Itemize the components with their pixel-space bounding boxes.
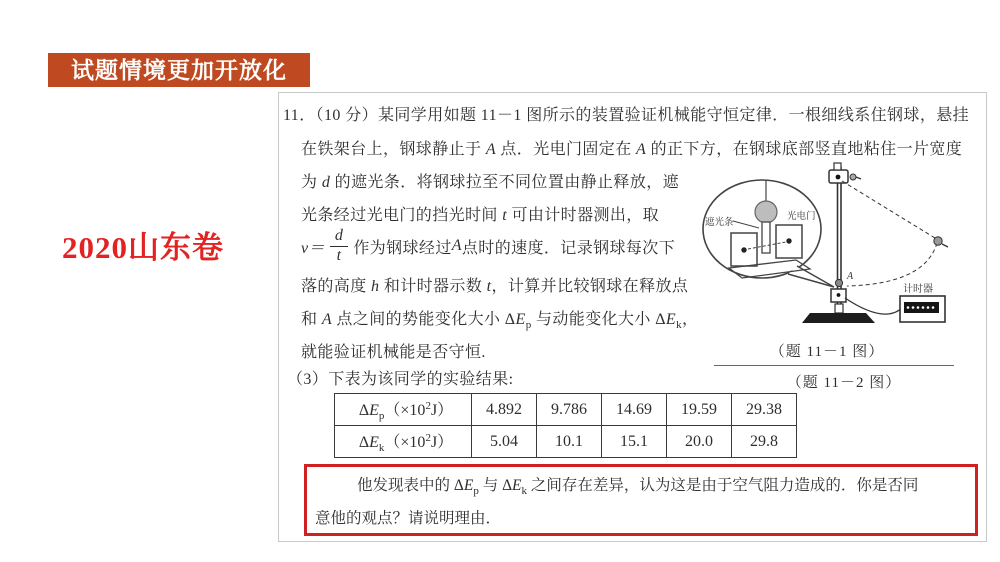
section-title-banner: 试题情境更加开放化 bbox=[48, 53, 310, 87]
unit-exponent: 2 bbox=[425, 400, 431, 412]
variable-E: E bbox=[369, 434, 379, 451]
gate-label: 光电门 bbox=[787, 212, 816, 222]
problem-text: 点．光电门固定在 bbox=[496, 141, 637, 158]
unit-text: （×10 bbox=[384, 402, 426, 419]
table-cell: 5.04 bbox=[472, 426, 537, 458]
problem-text: ， bbox=[681, 311, 699, 328]
table-row bbox=[335, 394, 797, 426]
unit-exponent: 2 bbox=[425, 432, 431, 444]
steel-ball-pulled bbox=[934, 237, 942, 245]
problem-text: 和 bbox=[301, 311, 322, 328]
highlight-box bbox=[304, 464, 978, 536]
problem-text: 为 bbox=[301, 174, 322, 191]
problem-text: 在铁架台上，钢球静止于 bbox=[301, 141, 486, 158]
variable-t: t bbox=[502, 207, 508, 224]
problem-text: 作为钢球经过 bbox=[353, 239, 452, 257]
unit-text: （×10 bbox=[384, 434, 426, 451]
subscript-p: p bbox=[473, 485, 479, 497]
problem-line-7 bbox=[301, 306, 698, 331]
variable-d: d bbox=[321, 174, 331, 191]
problem-text: 11．（10 分）某同学用如题 11－1 图所示的装置验证机械能守恒定律．一根细线系住钢球，悬挂 bbox=[283, 107, 970, 124]
question-3-intro: （3）下表为该同学的实验结果: bbox=[287, 371, 514, 388]
unit-text: J） bbox=[430, 434, 454, 451]
problem-text: 点之间的势能变化大小 Δ bbox=[332, 311, 516, 328]
subscript-k: k bbox=[676, 319, 682, 331]
apparatus-diagram bbox=[696, 159, 986, 341]
highlight-line-2: 意他的观点？请说明理由． bbox=[315, 510, 502, 527]
highlight-text: 他发现表中的 Δ bbox=[357, 477, 464, 494]
steel-ball-zoomed bbox=[755, 201, 777, 223]
variable-A: A bbox=[636, 141, 647, 158]
problem-line-2 bbox=[301, 136, 962, 159]
table-row bbox=[335, 426, 797, 458]
highlight-line-1 bbox=[357, 473, 918, 497]
stand-column bbox=[835, 304, 843, 313]
table-cell: 15.1 bbox=[602, 426, 667, 458]
caption-divider bbox=[714, 365, 954, 366]
delta: Δ bbox=[358, 402, 370, 419]
subscript-p: p bbox=[378, 410, 385, 422]
string-pulled-dashed bbox=[842, 181, 935, 238]
problem-line-5-formula bbox=[301, 223, 675, 269]
problem-line-3 bbox=[301, 169, 679, 192]
point-a-label: A bbox=[847, 271, 854, 282]
problem-text: ，计算并比较钢球在释放点 bbox=[491, 278, 689, 295]
photogate-left-dot bbox=[741, 247, 746, 252]
velocity-formula-lhs: v＝ bbox=[301, 239, 325, 257]
clamp-knob bbox=[850, 174, 856, 180]
exam-scan-panel bbox=[278, 92, 987, 542]
ball-strip bbox=[942, 244, 948, 247]
variable-E: E bbox=[369, 402, 379, 419]
fraction-denominator: t bbox=[336, 246, 342, 264]
row-label-delta-ep bbox=[335, 394, 472, 426]
variable-E: E bbox=[665, 311, 677, 328]
variable-E: E bbox=[463, 477, 474, 494]
problem-text: 的遮光条．将钢球拉至不同位置由静止释放，遮 bbox=[330, 174, 680, 191]
problem-line-1 bbox=[283, 102, 969, 125]
problem-line-6 bbox=[301, 273, 688, 296]
figure-11-1-caption: （题 11－1 图） bbox=[769, 344, 885, 360]
clamp-top bbox=[834, 163, 841, 170]
variable-A: A bbox=[451, 237, 462, 254]
variable-A: A bbox=[321, 311, 332, 328]
variable-t: t bbox=[486, 278, 492, 295]
problem-text: 可由计时器测出，取 bbox=[507, 207, 660, 224]
unit-text: J） bbox=[430, 402, 454, 419]
highlight-text: 与 Δ bbox=[478, 477, 513, 494]
exam-source-label: 2020山东卷 bbox=[62, 230, 224, 265]
photogate-right-dot bbox=[786, 238, 791, 243]
table-cell: 10.1 bbox=[537, 426, 602, 458]
highlight-text: 之间存在差异，认为这是由于空气阻力造成的．你是否同 bbox=[527, 477, 919, 494]
problem-text: 光条经过光电门的挡光时间 bbox=[301, 207, 503, 224]
strip-label: 遮光条 bbox=[705, 218, 734, 228]
problem-line-4 bbox=[301, 202, 659, 225]
problem-line-8: 就能验证机械能是否守恒. bbox=[301, 344, 486, 361]
row-label-delta-ek bbox=[335, 426, 472, 458]
pivot-point bbox=[836, 175, 841, 180]
table-cell: 29.8 bbox=[732, 426, 797, 458]
signal-wire bbox=[845, 298, 902, 314]
fraction-d-over-t bbox=[330, 228, 348, 265]
table-cell: 19.59 bbox=[667, 394, 732, 426]
table-cell: 9.786 bbox=[537, 394, 602, 426]
delta: Δ bbox=[358, 434, 370, 451]
table-cell: 4.892 bbox=[472, 394, 537, 426]
problem-text: 与动能变化大小 Δ bbox=[531, 311, 666, 328]
steel-ball-at-a bbox=[835, 279, 842, 286]
stand-base bbox=[802, 313, 875, 323]
table-cell: 14.69 bbox=[602, 394, 667, 426]
variable-h: h bbox=[371, 278, 380, 295]
problem-text: 点时的速度．记录钢球每次下 bbox=[461, 239, 676, 257]
variable-E: E bbox=[512, 477, 522, 494]
problem-text: 和计时器示数 bbox=[379, 278, 487, 295]
fraction-numerator: d bbox=[330, 228, 348, 247]
table-cell: 29.38 bbox=[732, 394, 797, 426]
figure-11-2-caption: （题 11－2 图） bbox=[786, 375, 902, 391]
results-table bbox=[334, 393, 797, 458]
swing-arc-dashed bbox=[847, 243, 937, 286]
clamp-handle bbox=[856, 177, 861, 179]
timer-label: 计时器 bbox=[903, 284, 933, 295]
variable-E: E bbox=[515, 311, 526, 328]
light-blocking-strip bbox=[762, 222, 770, 253]
subscript-p: p bbox=[525, 319, 532, 331]
subscript-k: k bbox=[521, 485, 527, 497]
table-cell: 20.0 bbox=[667, 426, 732, 458]
problem-text: 的正下方，在钢球底部竖直地粘住一片宽度 bbox=[646, 141, 963, 158]
variable-A: A bbox=[485, 141, 496, 158]
problem-text: 落的高度 bbox=[301, 278, 372, 295]
subscript-k: k bbox=[378, 442, 385, 454]
photogate-sensor-dot bbox=[837, 293, 841, 297]
